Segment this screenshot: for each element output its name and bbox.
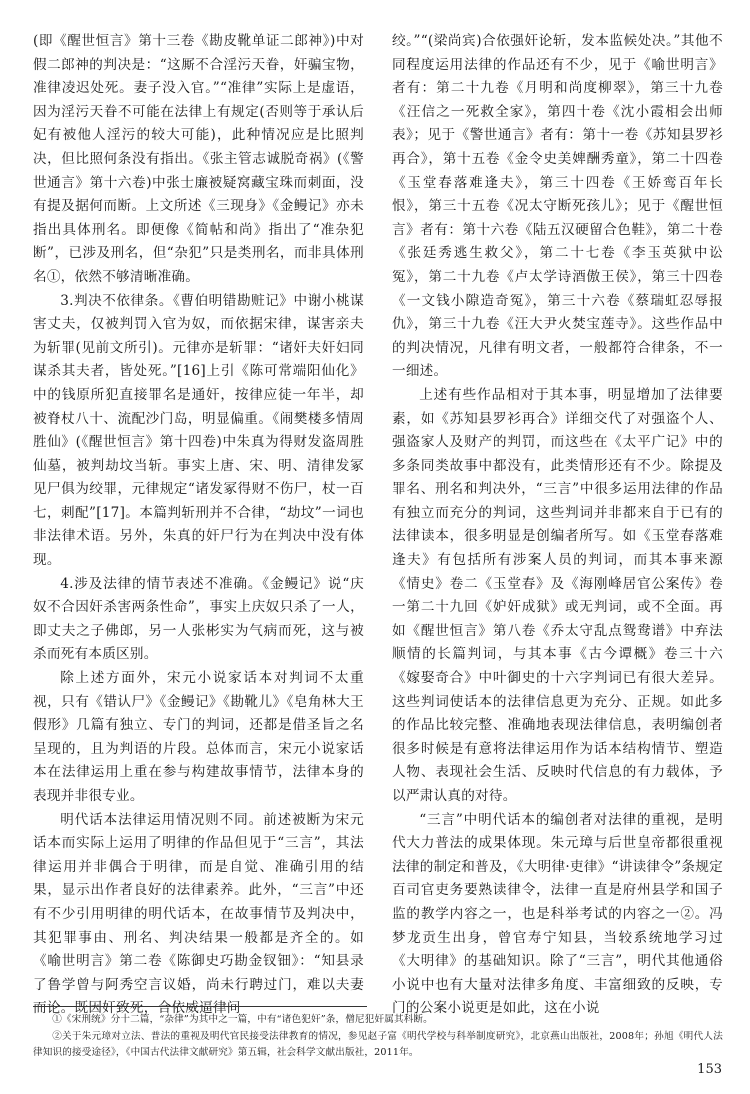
footnote-divider bbox=[33, 1006, 367, 1007]
footnotes bbox=[33, 1012, 723, 1062]
footnote: ②关于朱元璋对立法、普法的重视及明代官民接受法律教育的情况，参见赵子富《明代学校与科举制度研究》，北京燕山出版社，2008年；孙旭《明代人法律知识的接受途径》，《中国古代法律文献研究》第五辑，社会科学文献出版社，2011年。 bbox=[33, 1030, 723, 1059]
body-paragraph: 4.涉及法律的情节表述不准确。《金鳗记》说“庆奴不合因奸杀害两条性命”，事实上庆奴只杀了一人，即丈夫之子佛郎，另一人张彬实为气病而死，这与被杀而死有本质区别。 bbox=[33, 575, 364, 663]
body-paragraph: “三言”中明代话本的编创者对法律的重视，是明代大力普法的成果体现。朱元璋与后世皇帝都很重视法律的制定和普及，《大明律·吏律》“讲读律令”条规定百司官吏务要熟读律令，法律一直是府州县学和国子监的教学内容之一，也是科举考试的内容之一②。冯梦龙贡生出身，曾官寿宁知县，当较系统地学习过《大明律》的基础知识。除了“三言”，明代其他通俗小说中也有大量对法律多角度、丰富细致的反映，专门的公案小说更是如此，这在小说 bbox=[392, 811, 723, 1017]
body-paragraph: 3.判决不依律条。《曹伯明错勘赃记》中谢小桃谋害丈夫，仅被判罚入官为奴，而依据宋律，谋害亲夫为斩罪(见前文所引)。元律亦是斩罪：“诸奸夫奸妇同谋杀其夫者，皆处死。”[16]上引《陈可常端阳仙化》中的钱原所犯直接罪名是通奸，按律应徒一年半，却被脊杖八十、流配沙门岛，明显偏重。《闹樊楼多情周胜仙》(《醒世恒言》第十四卷)中朱真为得财发盗周胜仙墓，被判劫坟当斩。事实上唐、宋、明、清律发冢见尸俱为绞罪，元律规定“诸发冢得财不伤尸，杖一百七，刺配”[17]。本篇判斩刑并不合律，“劫坟”一词也非法律术语。另外，朱真的奸尸行为在判决中没有体现。 bbox=[33, 292, 364, 569]
body-paragraph: 除上述方面外，宋元小说家话本对判词不太重视，只有《错认尸》《金鳗记》《勘靴儿》《皂角林大王假形》几篇有独立、专门的判词，还都是借圣旨之名呈现的，且为判语的片段。总体而言，宋元小说家话本在法律运用上重在参与构建故事情节，法律本身的表现并非很专业。 bbox=[33, 670, 364, 804]
body-paragraph: 上述有些作品相对于其本事，明显增加了法律要素，如《苏知县罗衫再合》详细交代了对强盗个人、强盗家人及财产的判罚，而这些在《太平广记》中的多条同类故事中都没有，此类情形还有不少。除提及罪名、刑名和判决外，“三言”中很多运用法律的作品有独立而充分的判词，这些判词并非都来自于已有的法律读本，很多明显是创编者所写。如《玉堂春落难逢夫》有包括所有涉案人员的判词，而其本事来源《情史》卷二《玉堂春》及《海刚峰居官公案传》卷一第二十九回《妒奸成狱》或无判词，或不全面。再如《醒世恒言》第八卷《乔太守乱点鸳鸯谱》中弃法顺情的长篇判词，与其本事《古今谭概》卷三十六《嫁娶奇合》中叶御史的十六字判词已有很大差异。这些判词使话本的法律信息更为充分、正规。如此多的作品比较完整、准确地表现法律信息，表明编创者很多时候是有意将法律运用作为话本结构情节、塑造人物、表现社会生活、反映时代信息的有力载体，予以严肃认真的对待。 bbox=[392, 386, 723, 804]
page-number: 153 bbox=[697, 1062, 722, 1077]
right-column bbox=[392, 30, 723, 1021]
body-paragraph: 绞。”“(梁尚宾)合依强奸论斩，发本监候处决。”其他不同程度运用法律的作品还有不少，见于《喻世明言》者有：第二十九卷《月明和尚度柳翠》，第三十九卷《汪信之一死救全家》，第四十卷《沈小霞相会出师表》；见于《警世通言》者有：第十一卷《苏知县罗衫再合》，第十五卷《金令史美婢酬秀童》，第二十四卷《玉堂春落难逢夫》，第三十四卷《王娇鸾百年长恨》，第三十五卷《况太守断死孩儿》；见于《醒世恒言》者有：第十六卷《陆五汉硬留合色鞋》，第二十卷《张廷秀逃生救父》，第二十七卷《李玉英狱中讼冤》，第二十九卷《卢太学诗酒傲王侯》，第三十四卷《一文钱小隙造奇冤》，第三十六卷《蔡瑞虹忍辱报仇》，第三十九卷《汪大尹火焚宝莲寺》。这些作品中的判决情况，凡律有明文者，一般都符合律条，不一一细述。 bbox=[392, 33, 723, 380]
left-column bbox=[33, 30, 364, 1021]
body-paragraph: (即《醒世恒言》第十三卷《勘皮靴单证二郎神》)中对假二郎神的判决是：“这厮不合淫污天眷，奸骗宝物，准律凌迟处死。妻子没入官。”“准律”实际上是虚语，因为淫污天眷不可能在法律上有规定(否则等于承认后妃有被他人淫污的较大可能)，此种情况应是比照判决，但比照何条没有指出。《张主管志诚脱奇祸》(《警世通言》第十六卷)中张士廉被疑窝藏宝珠而刺面，没有提及据何而断。上文所述《三现身》《金鳗记》亦未指出具体刑名。即便像《简帖和尚》指出了“准杂犯断”，已涉及刑名，但“杂犯”只是类刑名，而非具体刑名①，依然不够清晰准确。 bbox=[33, 33, 364, 285]
footnote: ①《宋刑统》分十二篇，“杂律”为其中之一篇，中有“诸色犯奸”条，僧尼犯奸属其科断。 bbox=[52, 1014, 433, 1025]
body-paragraph: 明代话本法律运用情况则不同。前述被断为宋元话本而实际上运用了明律的作品但见于“三言”，其法律运用并非偶合于明律，而是自觉、准确引用的结果，显示出作者良好的法律素养。此外，“三言”中还有不少引用明律的明代话本，在故事情节及判决中，其犯罪事由、刑名、判决结果一般都是齐全的。如《喻世明言》第二卷《陈御史巧勘金钗钿》：“知县录了鲁学曾与阿秀空言议婚，尚未行聘过门，难以夫妻而论。既因奸致死，合依威逼律问 bbox=[33, 811, 364, 1017]
